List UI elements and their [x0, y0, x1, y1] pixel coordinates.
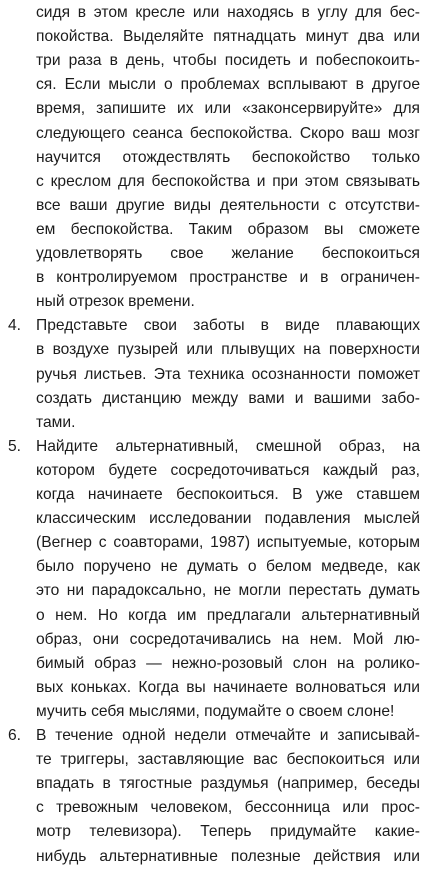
continuation-line: покойства. Выделяйте пятнадцать минут два или	[36, 28, 420, 46]
continuation-line: научится отождествлять беспокойство только	[36, 148, 420, 166]
list-item-line: В течение одной недели отмечайте и записывай-	[36, 727, 420, 744]
continuation-line: ся. Если мысли о проблемах всплывают в другое	[36, 76, 420, 94]
list-item-line: Представьте свои заботы в виде плавающих	[36, 317, 420, 335]
list-item-line: котором будете сосредоточиваться каждый раз,	[36, 461, 420, 479]
list-item-line: о нем. Но когда им предлагали альтернативный	[36, 606, 420, 624]
list-item-line: те триггеры, заставляющие вас беспокоиться или	[36, 751, 420, 769]
list-item-line: впадать в тягостные раздумья (например, беседы	[36, 775, 420, 793]
continuation-line: сидя в этом кресле или находясь в углу для бес-	[36, 4, 420, 21]
list-item-line: когда начинаете беспокоиться. В уже ставшем	[36, 486, 420, 503]
list-item-line: тами.	[36, 413, 76, 431]
list-item-line: это ни парадоксально, не могли перестать думать	[36, 582, 420, 600]
continuation-line: время, запишите их или «законсервируйте» для	[36, 100, 420, 118]
list-item-number: 4.	[8, 317, 22, 335]
list-item-line: с тревожным человеком, бессонница или прос-	[36, 799, 420, 817]
continuation-line: в контролируемом пространстве и в ограничен-	[36, 269, 420, 287]
continuation-line: следующего сеанса беспокойства. Скоро ваш мозг	[36, 124, 420, 142]
list-item-line: вых коньках. Когда вы начинаете волноваться или	[36, 678, 420, 696]
list-item-line: Найдите альтернативный, смешной образ, на	[36, 437, 420, 455]
list-item-line: образ, они сосредотачивались на нем. Мой лю-	[36, 630, 420, 648]
list-item-line: (Вегнер с соавторами, 1987) испытуемые, которым	[36, 534, 420, 552]
continuation-line: удовлетворять свое желание беспокоиться	[36, 245, 420, 262]
continuation-line: с креслом для беспокойства и при этом связывать	[36, 172, 420, 190]
list-item-line: бимый образ — нежно-розовый слон на ролико-	[36, 654, 420, 672]
list-item-number: 5.	[8, 437, 22, 455]
list-item-number: 6.	[8, 727, 22, 744]
continuation-line: три раза в день, чтобы посидеть и побеспокоить-	[36, 52, 420, 70]
list-item-line: ручья листьев. Эта техника осознанности поможет	[36, 365, 420, 383]
continuation-line: все ваши другие виды деятельности с отсутстви-	[36, 196, 420, 214]
list-item-line: было поручено не думать о белом медведе, как	[36, 558, 420, 576]
list-item-line: классическим исследовании подавления мыслей	[36, 510, 420, 528]
continuation-line: ный отрезок времени.	[36, 293, 195, 311]
list-item-line: нибудь альтернативные полезные действия или	[36, 847, 420, 865]
list-item-line: мучить себя мыслями, подумайте о своем слоне!	[36, 702, 395, 720]
list-item-line: в воздухе пузырей или плывущих на поверхности	[36, 341, 420, 359]
list-item-line: мотр телевизора). Теперь придумайте какие-	[36, 823, 420, 841]
list-item-line: создать дистанцию между вами и вашими забо-	[36, 389, 420, 407]
continuation-line: ем беспокойства. Таким образом вы сможете	[36, 220, 420, 238]
